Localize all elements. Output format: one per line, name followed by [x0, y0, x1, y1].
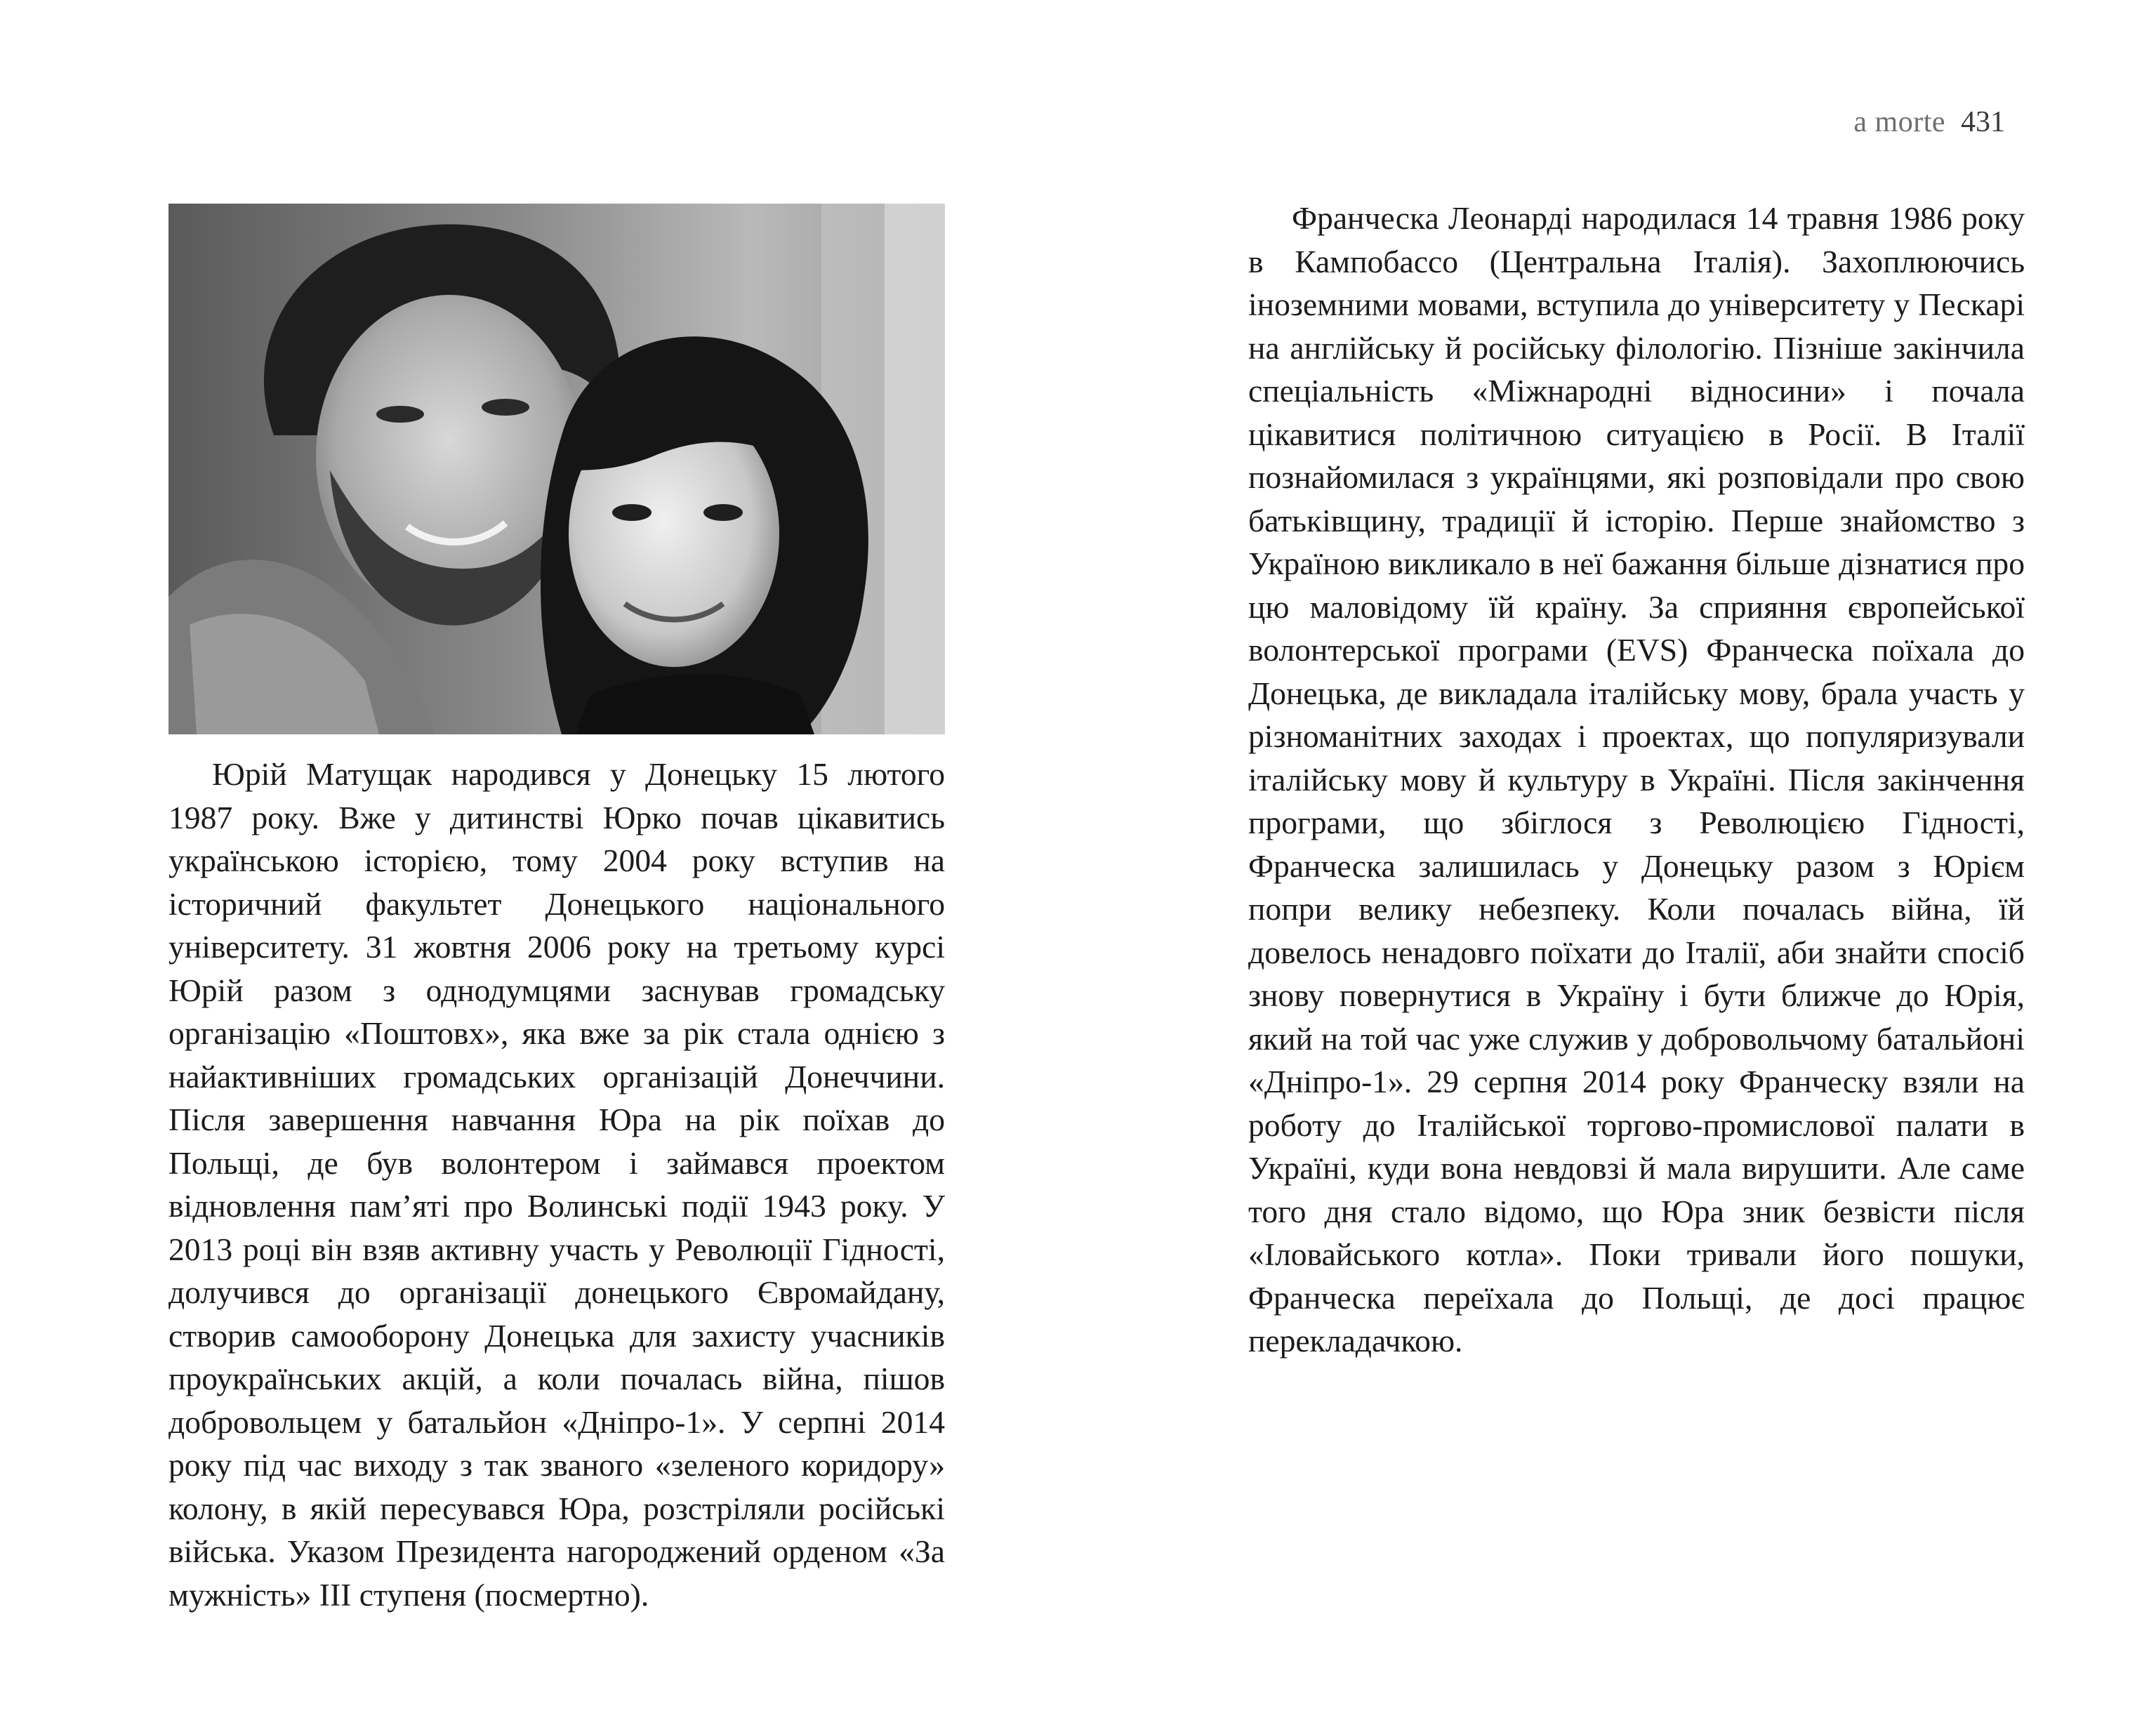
page-number: 431 [1961, 106, 2005, 138]
running-head [1853, 104, 2005, 140]
biography-matushchak [168, 753, 945, 1616]
portrait-photo-image [168, 204, 945, 734]
paragraph-leonardi: Франческа Леонарді народилася 14 травня 1986 року в Кампобассо (Центральна Італія). Захоплюючись іноземними мовами, вступила до університету у Пескарі на англійську й російську філологію. Пізніше закінчила спеціальність «Міжнародні відносини» і почала цікавитися політичною ситуацією в Росії. В Італії познайомилася з українцями, які розповідали про свою батьківщину, традиції й історію. Перше знайомство з Україною викликало в неї бажання більше дізнатися про цю маловідому їй країну. За сприяння європейської волонтерської програми (EVS) Франческа поїхала до Донецька, де викладала італійську мову, брала участь у різноманітних заходах і проектах, що популяризували італійську мову й культуру в Україні. Після закінчення програми, що збіглося з Революцією Гідності, Франческа залишилась у Донецьку разом з Юрієм попри велику небезпеку. Коли почалась війна, їй довелось ненадовго поїхати до Італії, аби знайти спосіб знову повернутися в Україну і бути ближче до Юрія, який на той час уже служив у добровольчому батальйоні «Дніпро-1». 29 серпня 2014 року Франческу взяли на роботу до Італійської торгово-промислової палати в Україні, куди вона невдовзі й мала вирушити. Але саме того дня стало відомо, що Юра зник безвісти після «Іловайського котла». Поки тривали його пошуки, Франческа переїхала до Польщі, де досі працює перекладачкою. [1248, 200, 2025, 1359]
running-head-section: a morte [1853, 106, 1945, 138]
biography-leonardi [1248, 197, 2025, 1363]
portrait-photo [168, 204, 945, 734]
paragraph-matushchak: Юрій Матущак народився у Донецьку 15 лютого 1987 року. Вже у дитинстві Юрко почав цікавитись українською історією, тому 2004 року вступив на історичний факультет Донецького національного університету. 31 жовтня 2006 року на третьому курсі Юрій разом з однодумцями заснував громадську організацію «Поштовх», яка вже за рік стала однією з найактивніших громадських організацій Донеччини. Після завершення навчання Юра на рік поїхав до Польщі, де був волонтером і займався проектом відновлення пам’яті про Волинські події 1943 року. У 2013 році він взяв активну участь у Революції Гідності, долучився до організації донецького Євромайдану, створив самооборону Донецька для захисту учасників проукраїнських акцій, а коли почалась війна, пішов добровольцем у батальйон «Дніпро-1». У серпні 2014 року під час виходу з так званого «зеленого коридору» колону, в якій пересувався Юра, розстріляли російські війська. Указом Президента нагороджений орденом «За мужність» III ступеня (посмертно). [168, 756, 945, 1613]
